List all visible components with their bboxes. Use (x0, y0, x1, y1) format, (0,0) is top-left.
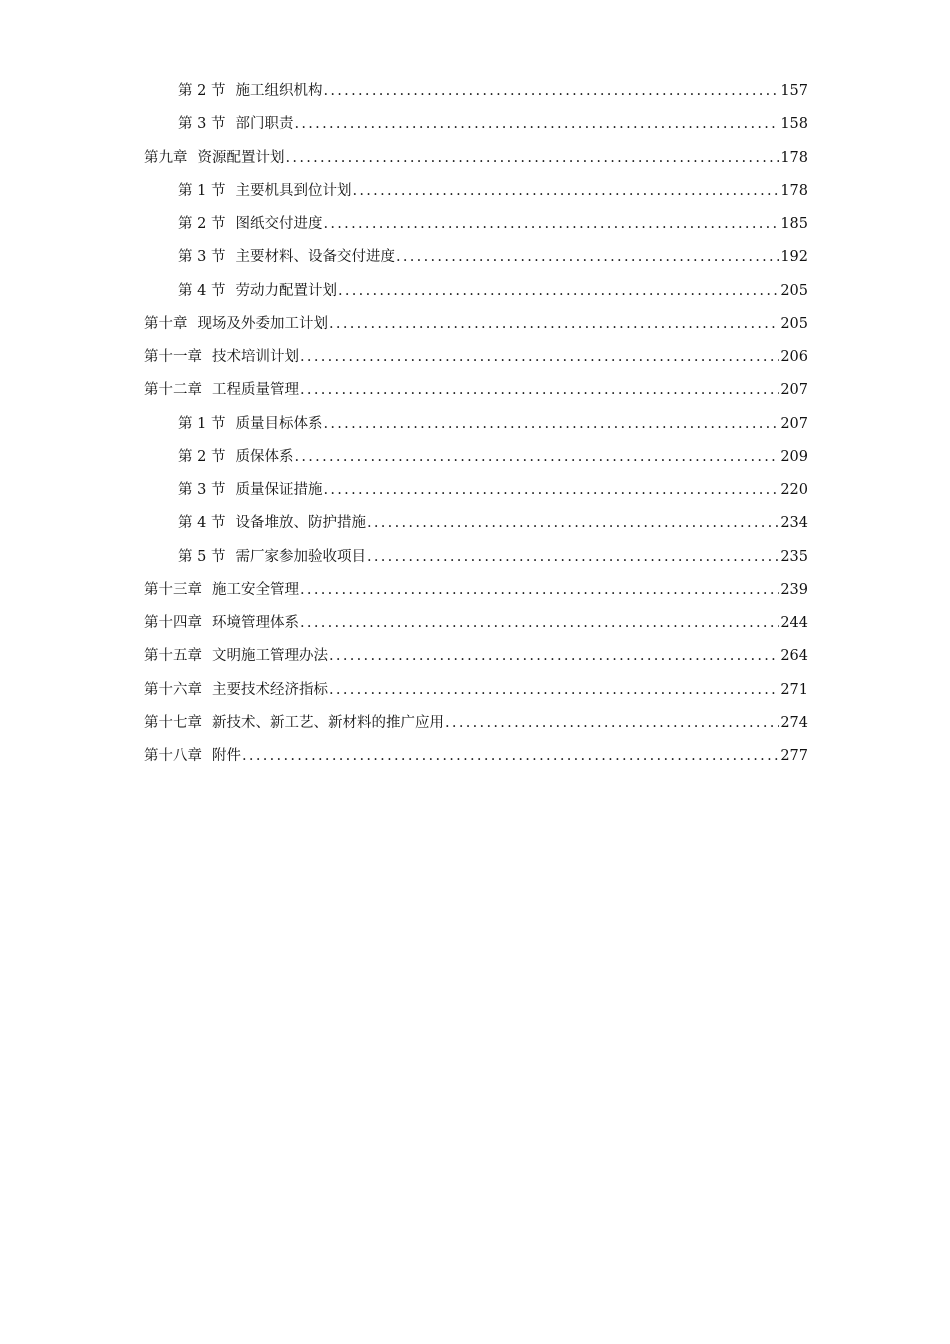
toc-entry-title: 施工安全管理 (212, 581, 299, 598)
toc-entry-title: 需厂家参加验收项目 (235, 548, 366, 565)
toc-entry-title: 质量目标体系 (235, 415, 323, 432)
toc-entry[interactable] (144, 512, 808, 545)
toc-dot-leader (294, 113, 779, 135)
toc-entry[interactable] (144, 379, 808, 412)
toc-entry-page: 207 (780, 415, 808, 432)
toc-entry-number: 第十六章 (144, 681, 202, 698)
toc-entry-title: 技术培训计划 (212, 349, 299, 365)
toc-entry-page: 244 (780, 615, 808, 631)
toc-entry-title: 部门职责 (235, 116, 294, 133)
toc-entry-page: 178 (780, 149, 808, 166)
toc-entry-title: 附件 (212, 748, 241, 764)
toc-entry-title: 资源配置计划 (197, 149, 285, 166)
toc-dot-leader (352, 180, 779, 202)
toc-entry-number: 第十七章 (144, 714, 202, 731)
toc-entry-number: 第 3 节 (178, 482, 226, 498)
toc-entry[interactable] (144, 413, 808, 446)
toc-entry-number: 第 4 节 (178, 282, 226, 299)
toc-entry-number: 第 2 节 (178, 83, 226, 99)
toc-entry[interactable] (144, 280, 808, 313)
toc-entry-number: 第 2 节 (178, 448, 226, 465)
toc-dot-leader (323, 213, 779, 235)
toc-dot-leader (445, 712, 779, 734)
toc-dot-leader (323, 413, 779, 435)
toc-entry-page: 185 (780, 216, 808, 232)
toc-entry-title: 新技术、新工艺、新材料的推广应用 (212, 714, 444, 731)
toc-entry-title: 设备堆放、防护措施 (235, 515, 366, 532)
toc-entry[interactable] (144, 479, 808, 512)
toc-entry-number: 第 5 节 (178, 548, 226, 565)
toc-entry-title: 主要材料、设备交付进度 (235, 249, 395, 266)
toc-entry-number: 第十四章 (144, 615, 202, 631)
toc-entry-page: 277 (780, 748, 808, 764)
toc-entry-number: 第十二章 (144, 382, 202, 399)
toc-entry-page: 178 (780, 182, 808, 199)
toc-entry[interactable] (144, 612, 808, 645)
toc-entry-page: 220 (780, 482, 808, 498)
toc-entry-number: 第 4 节 (178, 515, 226, 532)
toc-dot-leader (294, 446, 779, 468)
toc-entry-page: 157 (780, 83, 808, 99)
toc-entry-number: 第十一章 (144, 349, 202, 365)
toc-entry-page: 206 (780, 349, 808, 365)
toc-dot-leader (329, 645, 779, 667)
toc-entry[interactable] (144, 346, 808, 379)
toc-entry-number: 第九章 (144, 149, 188, 166)
toc-entry-number: 第十三章 (144, 581, 202, 598)
toc-entry[interactable] (144, 180, 808, 213)
toc-entry-title: 现场及外委加工计划 (197, 315, 328, 332)
toc-entry[interactable] (144, 213, 808, 246)
toc-dot-leader (367, 546, 779, 568)
toc-entry-title: 劳动力配置计划 (235, 282, 337, 299)
toc-dot-leader (300, 579, 779, 601)
toc-dot-leader (242, 745, 779, 767)
toc-entry-page: 205 (780, 282, 808, 299)
toc-entry-number: 第 1 节 (178, 415, 226, 432)
toc-entry[interactable] (144, 246, 808, 279)
toc-entry[interactable] (144, 579, 808, 612)
toc-entry-number: 第十八章 (144, 748, 202, 764)
toc-entry-number: 第十章 (144, 315, 188, 332)
toc-entry[interactable] (144, 147, 808, 180)
toc-entry-title: 工程质量管理 (212, 382, 299, 399)
toc-entry-page: 192 (780, 249, 808, 266)
toc-entry-number: 第 3 节 (178, 249, 226, 266)
toc-dot-leader (323, 479, 779, 501)
toc-entry-number: 第 1 节 (178, 182, 226, 199)
toc-entry-page: 239 (780, 581, 808, 598)
toc-entry-number: 第 2 节 (178, 216, 226, 232)
toc-entry-title: 文明施工管理办法 (212, 648, 328, 665)
toc-entry[interactable] (144, 645, 808, 678)
toc-entry-title: 质量保证措施 (235, 482, 323, 498)
toc-entry[interactable] (144, 80, 808, 113)
toc-entry[interactable] (144, 546, 808, 579)
toc-entry-title: 环境管理体系 (212, 615, 299, 631)
toc-entry-title: 质保体系 (235, 448, 294, 465)
table-of-contents (144, 80, 808, 778)
toc-entry[interactable] (144, 446, 808, 479)
toc-dot-leader (300, 612, 779, 634)
toc-dot-leader (329, 313, 779, 335)
toc-entry-page: 209 (780, 448, 808, 465)
toc-entry-number: 第十五章 (144, 648, 202, 665)
toc-dot-leader (300, 379, 779, 401)
toc-entry-title: 主要机具到位计划 (235, 182, 352, 199)
toc-entry[interactable] (144, 113, 808, 146)
toc-entry-page: 235 (780, 548, 808, 565)
toc-entry-page: 158 (780, 116, 808, 133)
toc-dot-leader (396, 246, 779, 268)
toc-entry-title: 施工组织机构 (235, 83, 323, 99)
toc-entry-page: 207 (780, 382, 808, 399)
toc-entry[interactable] (144, 712, 808, 745)
toc-entry-page: 264 (780, 648, 808, 665)
toc-entry[interactable] (144, 313, 808, 346)
toc-entry-title: 主要技术经济指标 (212, 681, 328, 698)
toc-dot-leader (329, 679, 779, 701)
toc-dot-leader (367, 512, 779, 534)
toc-entry-page: 234 (780, 515, 808, 532)
toc-entry-page: 274 (780, 714, 808, 731)
toc-entry[interactable] (144, 745, 808, 778)
toc-entry-number: 第 3 节 (178, 116, 226, 133)
toc-entry[interactable] (144, 679, 808, 712)
toc-entry-page: 271 (780, 681, 808, 698)
toc-entry-title: 图纸交付进度 (235, 216, 323, 232)
toc-entry-page: 205 (780, 315, 808, 332)
toc-dot-leader (286, 147, 780, 169)
toc-dot-leader (338, 280, 779, 302)
toc-dot-leader (300, 346, 779, 368)
toc-dot-leader (323, 80, 779, 102)
